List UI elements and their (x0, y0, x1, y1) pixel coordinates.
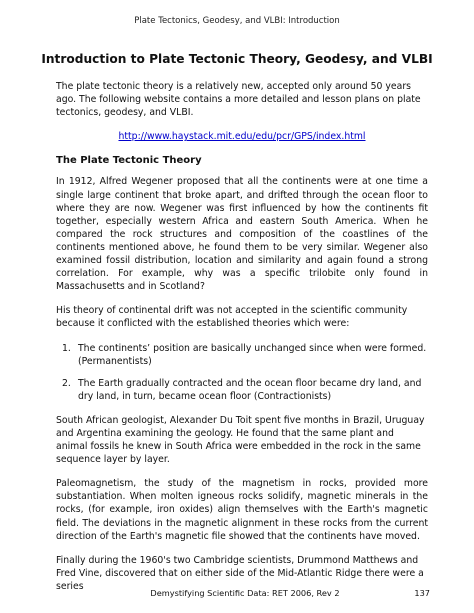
document-body (56, 80, 428, 604)
paragraph-cambridge: Finally during the 1960's two Cambridge scientists, Drummond Matthews and Fred Vine, discovered that on either side of the Mid-Atlantic Ridge there were a series (56, 554, 424, 592)
intro-paragraph: The plate tectonic theory is a relatively new, accepted only around 50 years ago. The following website contains a more detailed and lesson plans on plate tectonics, geodesy, and VLBI. (56, 81, 421, 119)
list-item-number: 1. (62, 342, 71, 354)
list-item-text: The continents’ position are basically unchanged since when were formed. (Permanentists) (78, 342, 427, 367)
paragraph-du-toit: South African geologist, Alexander Du Toit spent five months in Brazil, Uruguay and Argentina examining the geology. He found that the same plant and animal fossils he knew in South Africa were embedded in the rock in the same sequence layer by layer. (56, 414, 425, 466)
running-header: Plate Tectonics, Geodesy, and VLBI: Introduction (134, 16, 340, 26)
haystack-link[interactable]: http://www.haystack.mit.edu/edu/pcr/GPS/index.html (118, 131, 366, 143)
footer-text: Demystifying Scientific Data: RET 2006, Rev 2 (150, 588, 340, 598)
page-number: 137 (414, 588, 430, 598)
list-item (56, 342, 428, 368)
paragraph-paleomagnetism: Paleomagnetism, the study of the magnetism in rocks, provided more substantiation. When molten igneous rocks solidify, magnetic minerals in the rocks, (for example, iron oxides) align themselves with the Earth's magnetic field. The deviations in the magnetic alignment in these rocks from the current direction of the Earth's magnetic file showed that the continents have moved. (56, 478, 428, 542)
paragraph-wegener: In 1912, Alfred Wegener proposed that all the continents were at one time a single large continent that broke apart, and drifted through the ocean floor to where they are now. Wegener was first influenced by how the continents fit together, especially western Africa and eastern South America. When he compared the rock structures and composition of the coastlines of the continents mentioned above, he found them to be very similar. Wegener also examined fossil distribution, location and similarity and again found a strong correlation. For example, why was a specific trilobite only found in Massachusetts and in Scotland? (56, 176, 428, 293)
theories-list (56, 342, 428, 403)
paragraph-drift-not-accepted: His theory of continental drift was not accepted in the scientific community because it conflicted with the established theories which were: (56, 305, 408, 330)
link-line (56, 130, 428, 143)
list-item-number: 2. (62, 377, 71, 389)
list-item (56, 377, 428, 403)
list-item-text: The Earth gradually contracted and the ocean floor became dry land, and dry land, in turn, became ocean floor (Contractionists) (78, 377, 422, 402)
section-heading: The Plate Tectonic Theory (56, 155, 202, 167)
document-title: Introduction to Plate Tectonic Theory, Geodesy, and VLBI (41, 52, 433, 66)
